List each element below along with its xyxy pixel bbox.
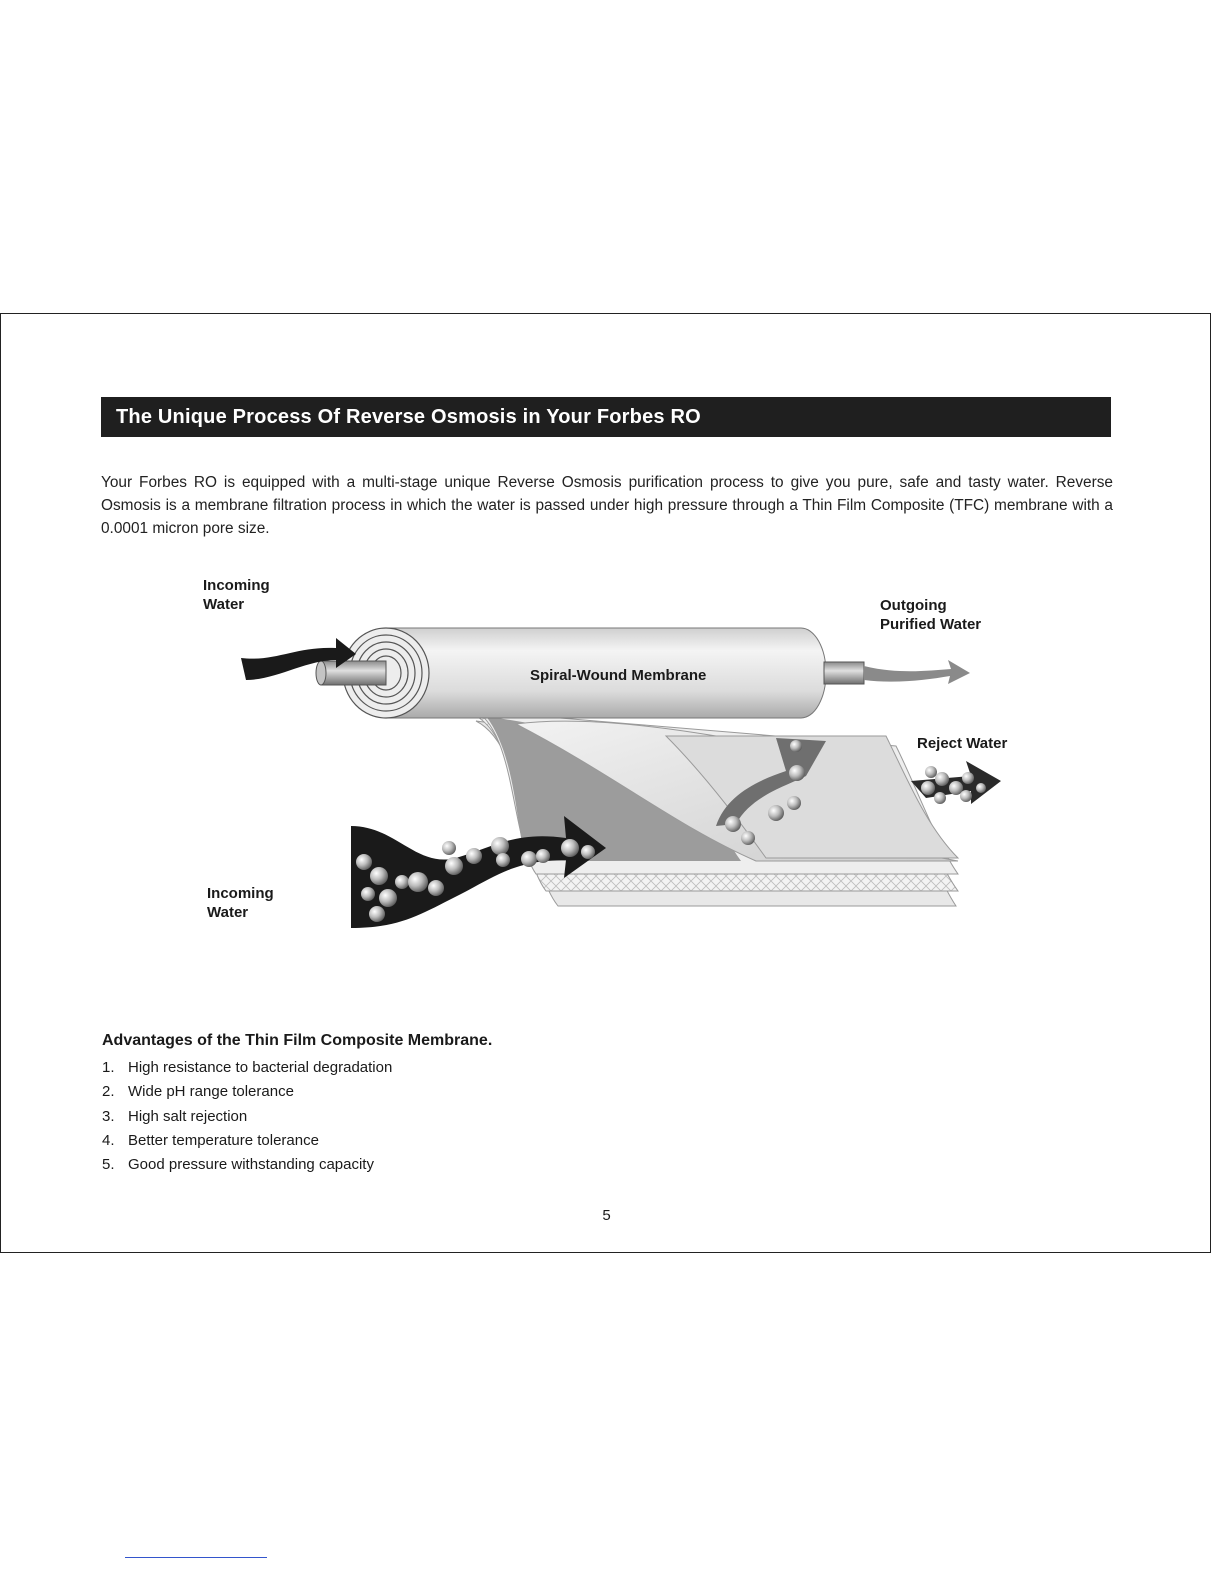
list-item-number: 3. [102, 1107, 115, 1125]
list-item-number: 5. [102, 1156, 115, 1174]
incoming-water-label-top-line2: Water [203, 596, 245, 613]
list-item-text: Wide pH range tolerance [128, 1083, 294, 1101]
list-item-number: 2. [102, 1083, 115, 1101]
spiral-wound-membrane-label: Spiral-Wound Membrane [530, 667, 707, 684]
incoming-water-label-bottom-line2: Water [207, 904, 249, 921]
list-item-text: Good pressure withstanding capacity [128, 1156, 374, 1174]
incoming-water-arrow-bottom [351, 816, 606, 928]
link-underline [125, 1557, 267, 1558]
reject-water-arrow [911, 761, 1001, 804]
page-number: 5 [602, 1207, 611, 1224]
incoming-water-label-bottom-line1: Incoming [207, 885, 274, 902]
list-item-number: 1. [102, 1059, 115, 1076]
advantages-section [102, 1030, 802, 1177]
outgoing-purified-water-label [880, 596, 981, 634]
section-title-bar [101, 397, 1111, 437]
membrane-layers [476, 711, 958, 906]
outgoing-water-label-line1: Outgoing [880, 597, 947, 614]
list-item-text: High resistance to bacterial degradation [128, 1059, 393, 1076]
list-item [102, 1105, 802, 1129]
list-item [102, 1153, 802, 1177]
page-frame [0, 313, 1211, 1253]
incoming-water-label-top-line1: Incoming [203, 577, 270, 594]
page-title: The Unique Process Of Reverse Osmosis in Your Forbes RO [116, 405, 701, 428]
advantages-title: Advantages of the Thin Film Composite Membrane. [102, 1032, 493, 1049]
outgoing-water-arrow [864, 660, 970, 684]
list-item [102, 1056, 802, 1080]
incoming-water-label-bottom [207, 884, 274, 922]
list-item [102, 1080, 802, 1104]
incoming-water-label-top [203, 576, 270, 614]
outgoing-water-label-line2: Purified Water [880, 616, 982, 633]
ro-membrane-diagram [196, 576, 1026, 996]
advantages-list [102, 1056, 802, 1177]
intro-paragraph: Your Forbes RO is equipped with a multi-stage unique Reverse Osmosis purification process to give you pure, safe and tasty water. Reverse Osmosis is a membrane filtration process in which the water is passed under high pressure through a Thin Film Composite (TFC) membrane with a 0.0001 micron pore size. [101, 474, 1113, 537]
list-item-text: High salt rejection [128, 1107, 248, 1125]
list-item-text: Better temperature tolerance [128, 1131, 319, 1149]
reject-water-label: Reject Water [917, 735, 1008, 752]
list-item-number: 4. [102, 1131, 115, 1149]
ro-membrane-illustration [196, 576, 1026, 996]
list-item [102, 1129, 802, 1153]
